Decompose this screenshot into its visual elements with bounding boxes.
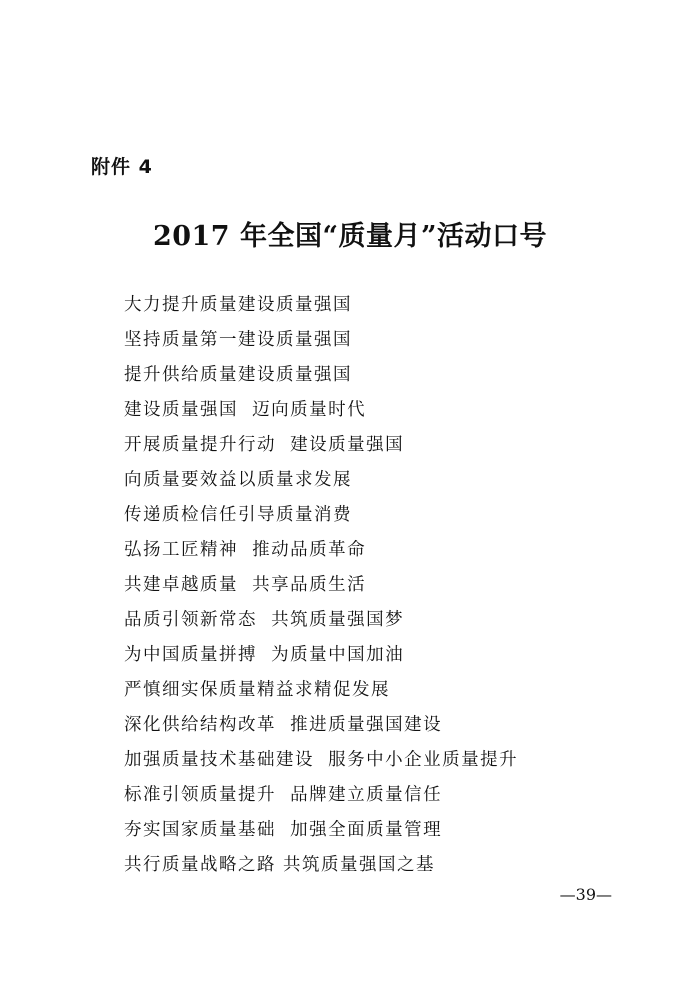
slogan-item: 大力提升质量建设质量强国 <box>124 295 352 315</box>
slogan-item: 共建卓越质量 共享品质生活 <box>124 575 367 595</box>
slogan-item: 开展质量提升行动 建设质量强国 <box>124 435 405 455</box>
slogan-item: 弘扬工匠精神 推动品质革命 <box>124 540 367 560</box>
slogan-item: 标准引领质量提升 品牌建立质量信任 <box>124 785 443 805</box>
slogan-item: 共行质量战略之路 共筑质量强国之基 <box>124 855 436 875</box>
slogan-item: 为中国质量拼搏 为质量中国加油 <box>124 645 405 665</box>
page-number: —39— <box>559 885 612 904</box>
slogan-item: 严慎细实保质量精益求精促发展 <box>124 680 390 700</box>
slogan-item: 加强质量技术基础建设 服务中小企业质量提升 <box>124 750 519 770</box>
attachment-label: 附件 4 <box>91 156 153 178</box>
slogan-item: 坚持质量第一建设质量强国 <box>124 330 352 350</box>
slogan-item: 深化供给结构改革 推进质量强国建设 <box>124 715 443 735</box>
slogan-list <box>124 294 518 889</box>
slogan-item: 品质引领新常态 共筑质量强国梦 <box>124 610 405 630</box>
slogan-item: 提升供给质量建设质量强国 <box>124 365 352 385</box>
slogan-item: 传递质检信任引导质量消费 <box>124 505 352 525</box>
slogan-item: 向质量要效益以质量求发展 <box>124 470 352 490</box>
slogan-item: 夯实国家质量基础 加强全面质量管理 <box>124 820 443 840</box>
document-title: 2017 年全国“质量月”活动口号 <box>152 221 548 252</box>
slogan-item: 建设质量强国 迈向质量时代 <box>124 400 367 420</box>
